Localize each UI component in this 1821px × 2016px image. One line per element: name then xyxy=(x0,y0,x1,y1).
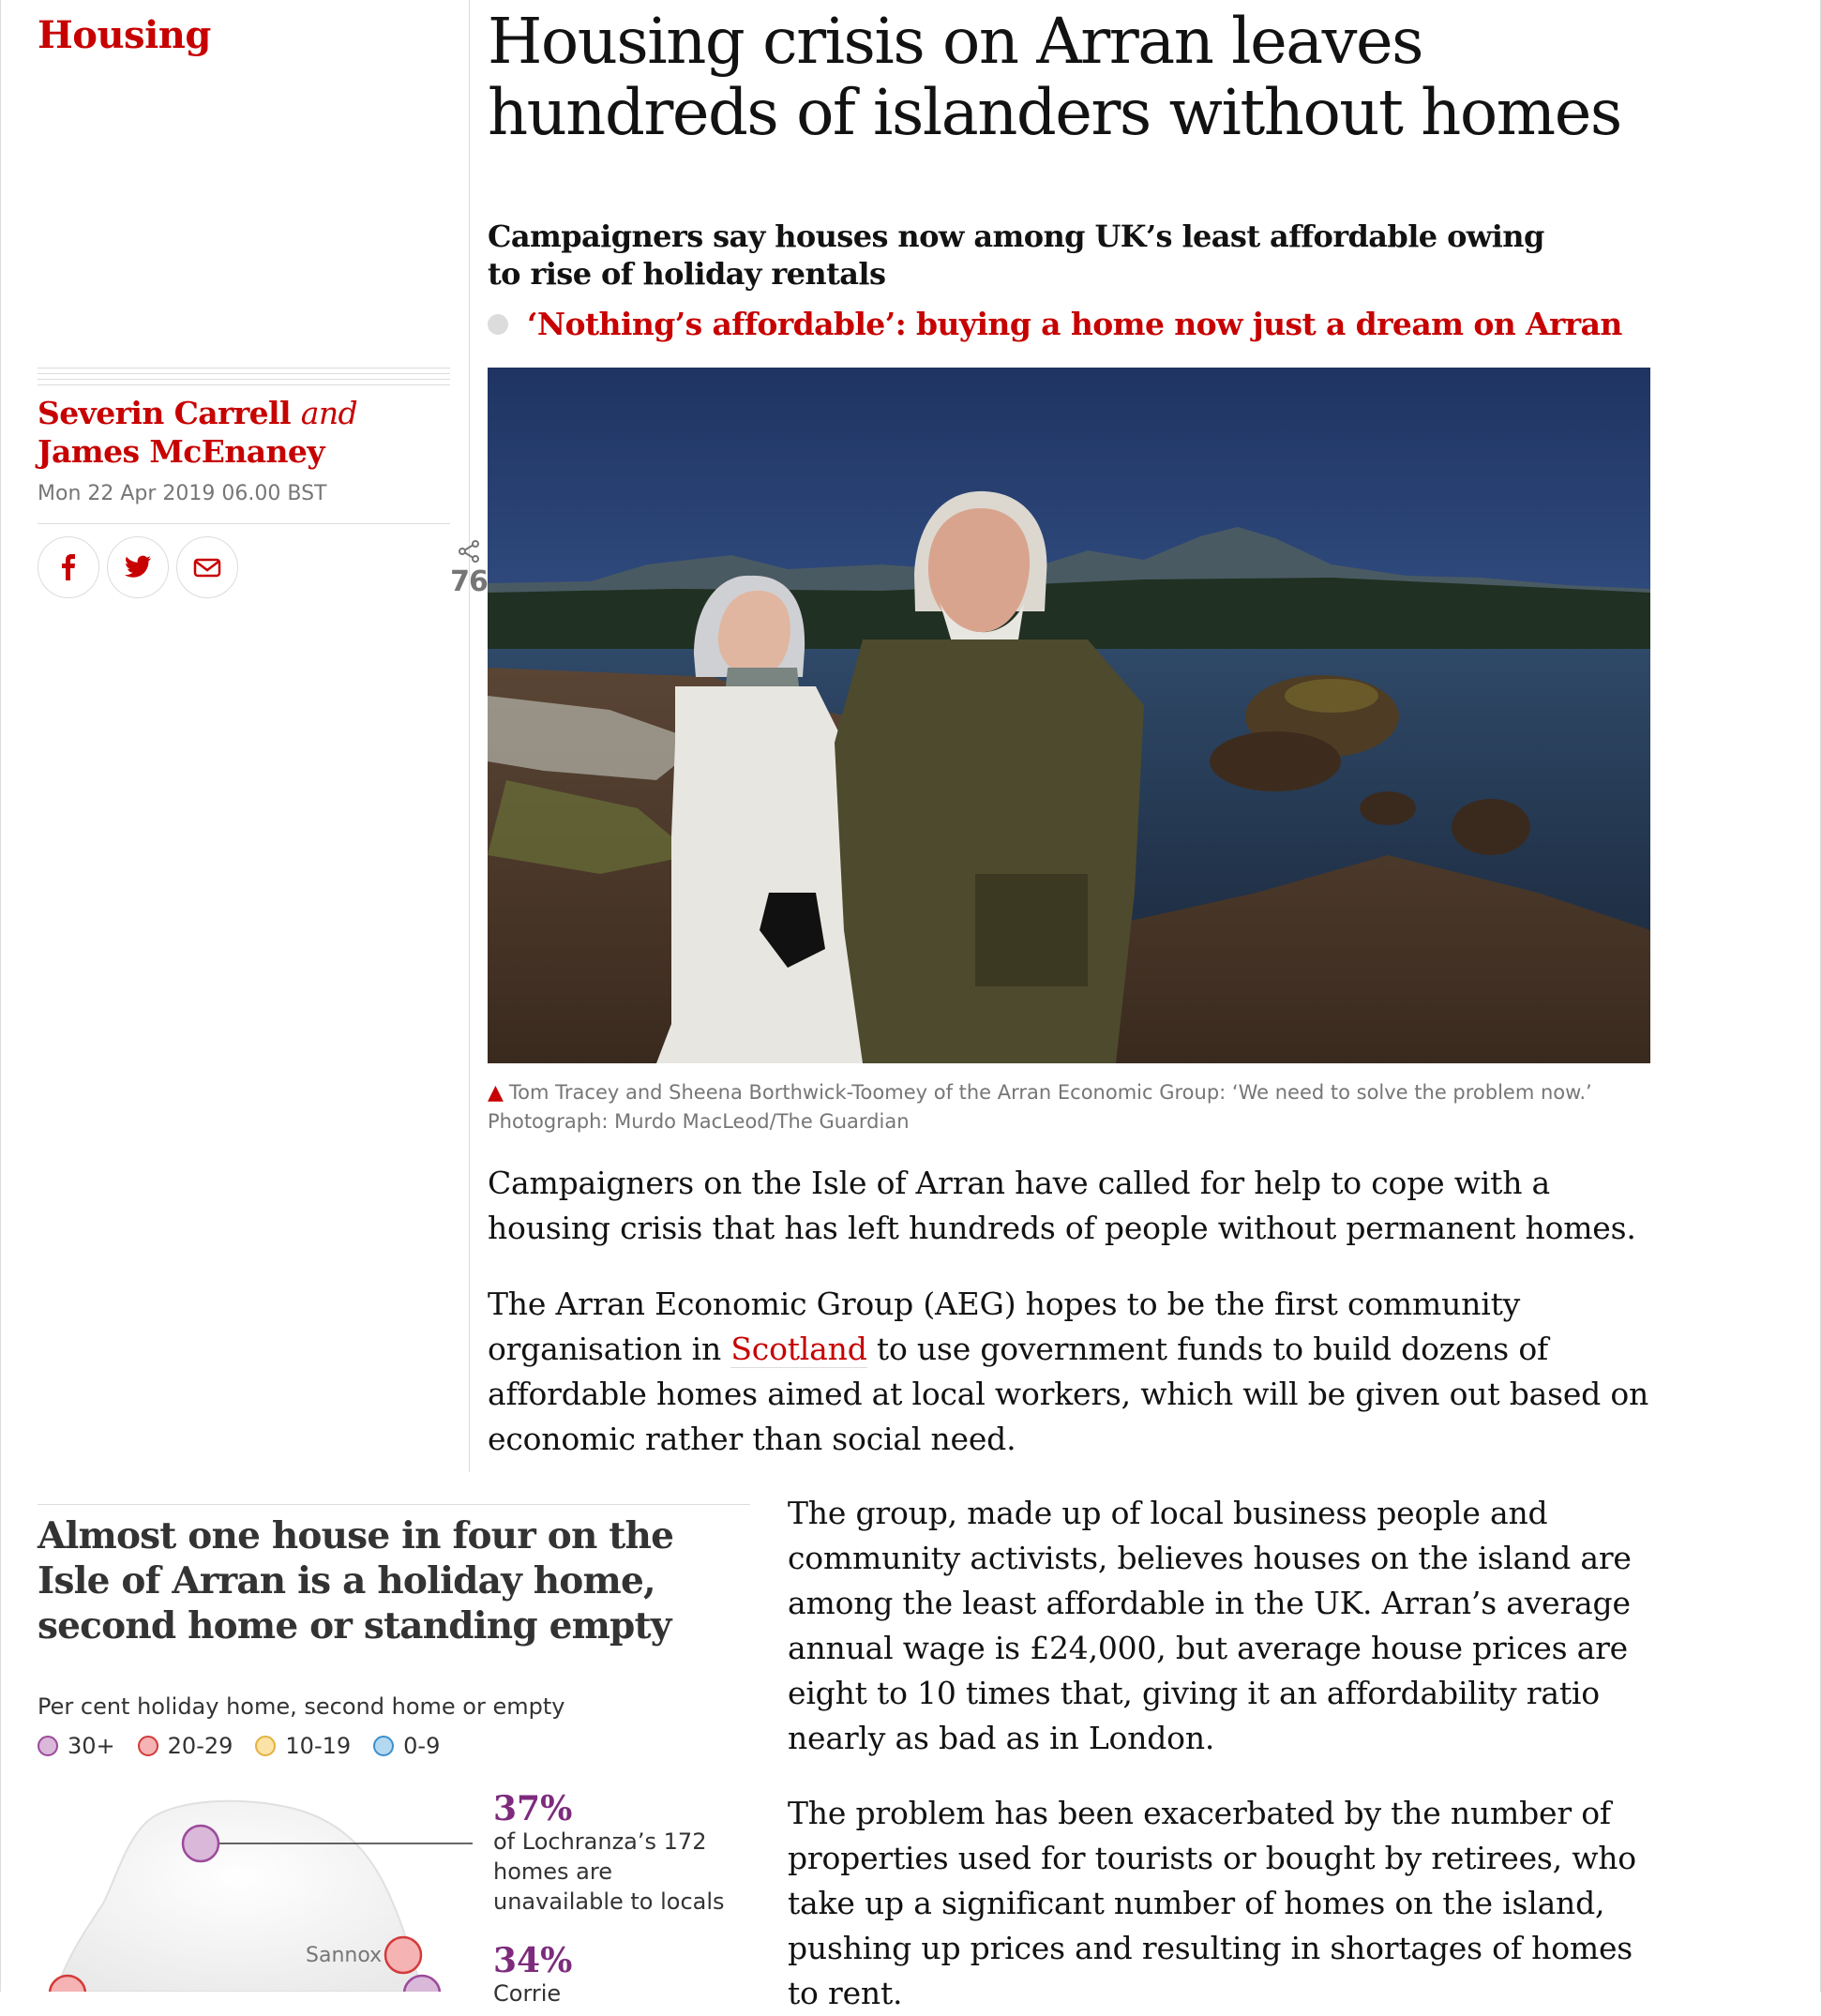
graphic-legend xyxy=(38,1733,462,1759)
byline-conjunction: and xyxy=(300,395,358,431)
article-photo[interactable] xyxy=(488,368,1650,1063)
callout-lochranza xyxy=(493,1791,737,1917)
legend-swatch-icon xyxy=(38,1736,58,1756)
related-article-link[interactable]: ‘Nothing’s affordable’: buying a home now just a dream on Arran xyxy=(527,306,1622,342)
share-facebook-button[interactable] xyxy=(38,536,99,598)
sannox-marker[interactable] xyxy=(385,1937,421,1973)
email-icon xyxy=(192,556,222,579)
legend-label: 20-29 xyxy=(167,1733,233,1759)
body-paragraph-2 xyxy=(488,1282,1660,1462)
facebook-icon xyxy=(57,553,80,581)
photo-credit: Photograph: Murdo MacLeod/The Guardian xyxy=(488,1110,910,1133)
caption-text: Tom Tracey and Sheena Borthwick-Toomey of the Arran Economic Group: ‘We need to solve the problem now.’ xyxy=(508,1081,1592,1104)
related-article xyxy=(488,306,1660,342)
share-icon xyxy=(457,539,481,564)
callout-text: Corrie xyxy=(493,1980,562,2007)
lochranza-marker[interactable] xyxy=(183,1826,218,1861)
share-twitter-button[interactable] xyxy=(107,536,169,598)
caption-triangle-icon: ▲ xyxy=(488,1081,504,1105)
legend-item xyxy=(255,1733,351,1759)
image-caption xyxy=(488,1078,1660,1136)
standfirst: Campaigners say houses now among UK’s least affordable owing to rise of holiday rentals xyxy=(488,218,1544,292)
legend-label: 0-9 xyxy=(403,1733,441,1759)
legend-swatch-icon xyxy=(255,1736,276,1756)
paragraph-text: The Arran Economic Group (AEG) hopes to be the first community organisation in xyxy=(488,1286,1521,1367)
headline: Housing crisis on Arran leaves hundreds of islanders without homes xyxy=(488,5,1621,149)
body-paragraph-3: The group, made up of local business people and community activists, believes houses on the island are among the least affordable in the UK. Arran’s average annual wage is £24,000, but average house prices are eight to 10 times that, giving it an affordability ratio nearly as bad as in London. xyxy=(788,1495,1632,1756)
legend-swatch-icon xyxy=(373,1736,394,1756)
legend-label: 30+ xyxy=(68,1733,115,1759)
map-label-sannox: Sannox xyxy=(306,1944,383,1967)
author-link[interactable]: Severin Carrell xyxy=(38,395,291,431)
body-paragraph-4: The problem has been exacerbated by the number of properties used for tourists or bought by retirees, who take up a significant number of homes on the island, pushing up prices and resulting in shortages of homes to rent. xyxy=(788,1795,1636,2011)
graphic-divider xyxy=(38,1504,750,1505)
section-label[interactable]: Housing xyxy=(38,13,211,57)
arran-map xyxy=(38,1782,488,1992)
byline xyxy=(38,394,450,471)
bullet-icon xyxy=(488,314,508,335)
legend-item xyxy=(38,1733,115,1759)
legend-item xyxy=(373,1733,440,1759)
twitter-icon xyxy=(124,555,152,579)
meta-divider xyxy=(38,523,450,524)
share-count xyxy=(446,539,491,598)
graphic-subtitle: Per cent holiday home, second home or empty xyxy=(38,1693,565,1720)
column-divider xyxy=(469,0,470,1472)
photo-image xyxy=(488,368,1650,1063)
callout-percent: 37% xyxy=(493,1789,573,1828)
callout-text: of Lochranza’s 172 homes are unavailable to locals xyxy=(493,1828,725,1915)
legend-item xyxy=(138,1733,233,1759)
share-email-button[interactable] xyxy=(176,536,238,598)
dateline: Mon 22 Apr 2019 06.00 BST xyxy=(38,482,327,505)
legend-label: 10-19 xyxy=(285,1733,352,1759)
body-paragraph-1: Campaigners on the Isle of Arran have called for help to cope with a housing crisis that has left hundreds of people without permanent homes. xyxy=(488,1165,1636,1246)
share-count-number: 76 xyxy=(450,565,488,598)
callout-corrie xyxy=(493,1943,737,2008)
byline-rules xyxy=(38,368,450,388)
callout-percent: 34% xyxy=(493,1941,573,1980)
scotland-link[interactable]: Scotland xyxy=(730,1331,867,1367)
paragraph-text: to use government funds to build dozens of affordable homes aimed at local workers, which will be given out based on economic rather than social need. xyxy=(488,1331,1649,1457)
graphic-title: Almost one house in four on the Isle of Arran is a holiday home, second home or standing empty xyxy=(38,1514,674,1647)
page-border-left xyxy=(0,0,1,1992)
legend-swatch-icon xyxy=(138,1736,158,1756)
author-link[interactable]: James McEnaney xyxy=(38,433,324,470)
